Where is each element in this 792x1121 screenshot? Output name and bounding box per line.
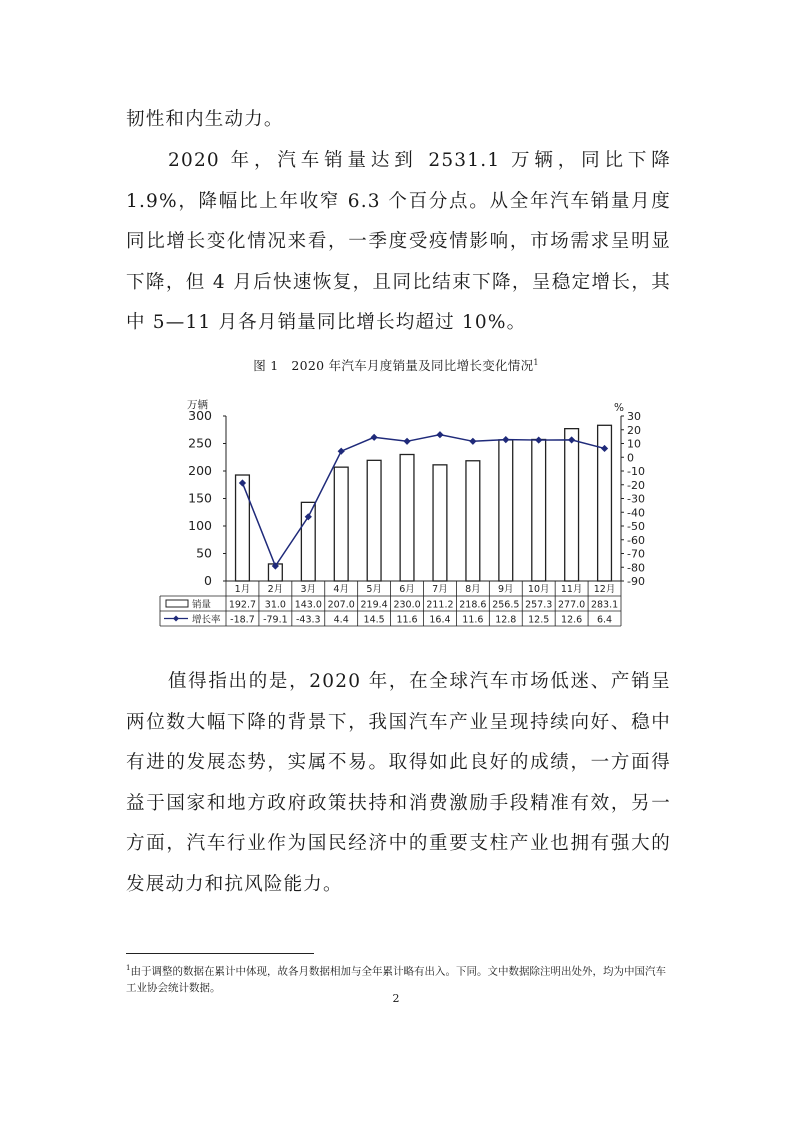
growth-value-label: -43.3 [295,614,321,626]
sales-value-label: 230.0 [393,599,421,611]
growth-value-label: 12.6 [561,614,583,626]
right-tick-label: -70 [627,547,645,561]
x-tick-label: 6月 [399,584,415,595]
sales-value-label: 257.3 [525,599,553,611]
left-tick-label: 250 [188,435,212,451]
left-tick-label: 0 [204,573,212,588]
x-tick-label: 10月 [527,584,550,595]
right-axis-unit: % [614,402,624,414]
legend-line-marker [173,616,179,622]
footnote [126,960,671,996]
x-tick-label: 3月 [300,584,317,595]
growth-value-label: 4.4 [333,614,349,626]
figure-caption [0,356,792,374]
sales-bar [236,475,250,581]
x-tick-label: 5月 [366,584,382,595]
page-number: 2 [392,992,400,1005]
left-tick-label: 100 [188,518,212,533]
paragraph-sales-summary: 2020 年，汽车销量达到 2531.1 万辆，同比下降 1.9%，降幅比上年收窄 6.3 个百分点。从全年汽车销量月度同比增长变化情况来看，一季度受疫情影响，市场需求呈明显下降，但 4 月后快速恢复，且同比结束下降，呈稳定增长，其中 5—11 月各月销量同比增长均超过 10%。 [126,150,671,333]
caption-footnote-ref: 1 [533,357,539,367]
x-tick-label: 9月 [498,584,514,595]
x-tick-label: 12月 [593,584,616,595]
paragraph-intro-tail: 韧性和内生动力。 [126,109,284,130]
left-axis-unit: 万辆 [187,399,208,411]
growth-value-label: 14.5 [363,614,385,626]
growth-value-label: 11.6 [462,614,484,626]
footnote-divider [126,953,314,954]
sales-value-label: 31.0 [264,599,286,611]
growth-rate-marker [403,438,410,445]
legend-bar-swatch [166,600,188,607]
x-tick-label: 11月 [560,584,583,595]
growth-value-label: 16.4 [429,614,451,626]
left-tick-label: 50 [196,545,212,561]
sales-value-label: 211.2 [426,599,454,611]
growth-value-label: -79.1 [263,614,288,626]
sales-bar [565,429,579,581]
growth-value-label: 12.8 [495,614,517,626]
right-tick-label: -30 [627,492,645,506]
right-tick-label: 30 [627,410,641,423]
paragraph-analysis: 值得指出的是，2020 年，在全球汽车市场低迷、产销呈两位数大幅下降的背景下，我国汽车产业呈现持续向好、稳中有进的发展态势，实属不易。取得如此良好的成绩，一方面得益于国家和地方政府政策扶持和消费激励手段精准有效，另一方面，汽车行业作为国民经济中的重要支柱产业也拥有强大的发展动力和抗风险能力。 [126,671,671,895]
right-tick-label: -90 [627,575,645,588]
sales-bar [334,467,348,581]
sales-value-label: 143.0 [294,599,322,611]
right-tick-label: 10 [627,437,641,451]
sales-bar [367,460,381,581]
legend-growth-label: 增长率 [192,614,221,626]
footnote-mark: 1 [126,964,131,972]
left-tick-label: 300 [188,408,212,423]
left-tick-label: 200 [188,463,212,478]
sales-bar [433,465,447,581]
growth-value-label: -18.7 [230,614,255,626]
x-tick-label: 1月 [234,584,251,595]
x-tick-label: 4月 [333,584,349,595]
growth-rate-marker [469,438,476,445]
sales-growth-chart [150,392,650,632]
right-tick-label: -60 [627,533,645,547]
growth-value-label: 11.6 [396,614,418,626]
left-tick-label: 150 [188,490,212,506]
growth-value-label: 6.4 [596,614,613,626]
right-tick-label: -40 [627,506,645,520]
growth-rate-marker [338,448,345,455]
right-tick-label: 0 [627,451,634,465]
x-tick-label: 8月 [465,584,481,595]
x-tick-label: 7月 [432,584,448,595]
right-tick-label: 20 [627,423,641,437]
right-tick-label: -50 [627,520,645,533]
right-tick-label: -10 [627,465,645,478]
sales-value-label: 283.1 [590,599,619,611]
footnote-text: 由于调整的数据在累计中体现，故各月数据相加与全年累计略有出入。下同。文中数据除注明出处外，均为中国汽车工业协会统计数据。 [126,965,666,994]
sales-value-label: 219.4 [360,599,388,611]
sales-value-label: 218.6 [459,599,487,611]
sales-bar [466,461,480,581]
growth-rate-marker [436,431,443,438]
growth-rate-marker [371,434,378,441]
legend-sales-label: 销量 [192,599,212,611]
growth-rate-line [242,435,604,566]
right-tick-label: -20 [627,478,645,492]
sales-value-label: 207.0 [327,599,355,611]
right-tick-label: -80 [627,561,645,575]
caption-text: 图 1 2020 年汽车月度销量及同比增长变化情况 [253,358,534,373]
sales-value-label: 192.7 [228,599,257,611]
sales-value-label: 277.0 [558,599,586,611]
sales-bar [532,439,546,581]
growth-value-label: 12.5 [528,614,550,626]
sales-bar [400,455,414,582]
x-tick-label: 2月 [267,584,284,595]
sales-bar [499,440,513,581]
sales-value-label: 256.5 [492,599,520,611]
